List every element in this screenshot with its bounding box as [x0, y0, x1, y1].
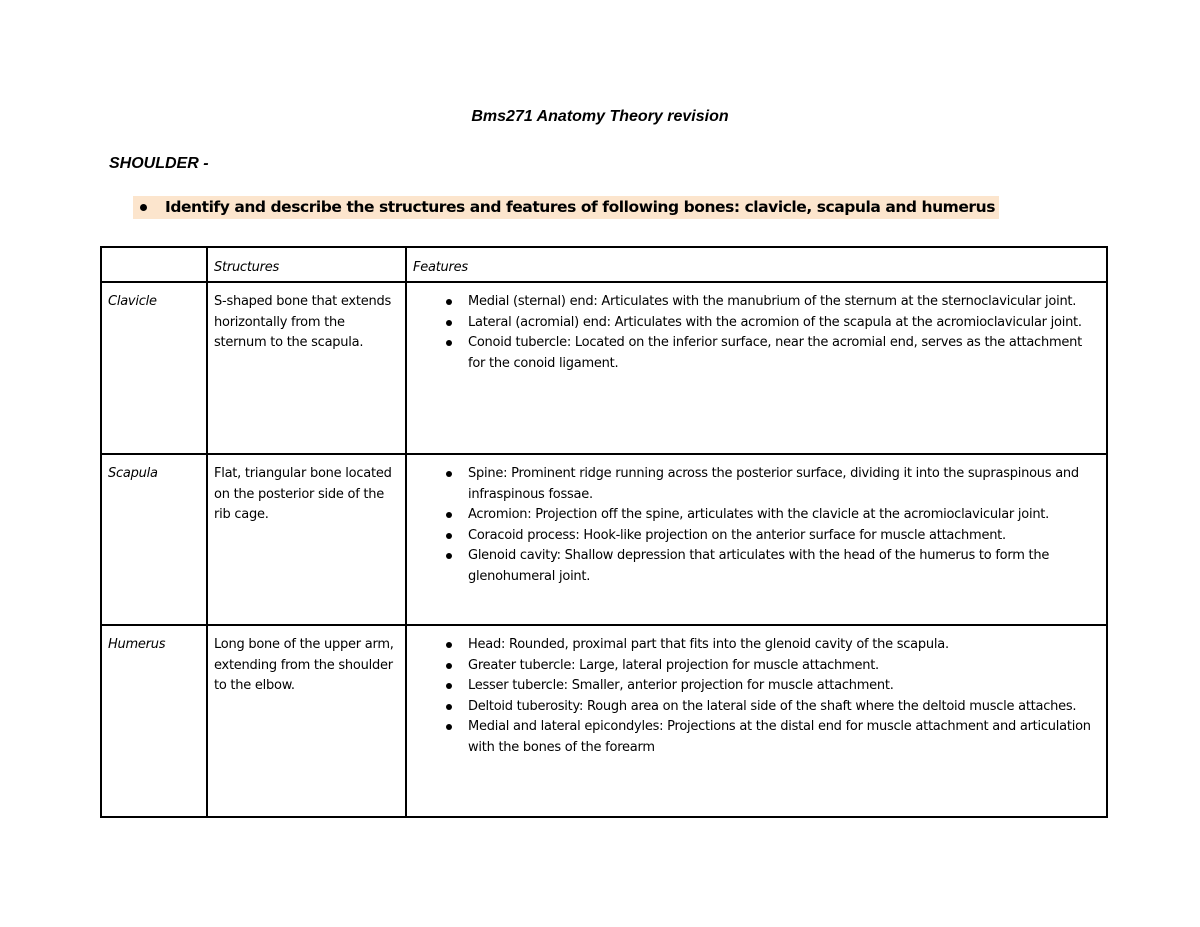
bone-name-humerus: Humerus — [101, 625, 207, 817]
table-row-clavicle — [101, 282, 1107, 454]
feature-item: Head: Rounded, proximal part that fits into the glenoid cavity of the scapula. — [468, 635, 1100, 656]
bullet-icon — [140, 204, 147, 211]
objective-highlight — [133, 196, 999, 219]
feature-item: Lesser tubercle: Smaller, anterior projection for muscle attachment. — [468, 676, 1100, 697]
feature-item: Spine: Prominent ridge running across the posterior surface, dividing it into the supraspinous and infraspinous fossae. — [468, 464, 1100, 505]
bones-table — [100, 246, 1108, 818]
document-title: Bms271 Anatomy Theory revision — [471, 108, 729, 125]
features-scapula — [406, 454, 1107, 625]
table-row-scapula — [101, 454, 1107, 625]
feature-item: Medial (sternal) end: Articulates with the manubrium of the sternum at the sternoclavicular joint. — [468, 292, 1100, 313]
feature-item: Glenoid cavity: Shallow depression that articulates with the head of the humerus to form the glenohumeral joint. — [468, 546, 1100, 587]
structure-scapula: Flat, triangular bone located on the posterior side of the rib cage. — [207, 454, 406, 625]
features-clavicle — [406, 282, 1107, 454]
structure-clavicle: S-shaped bone that extends horizontally from the sternum to the scapula. — [207, 282, 406, 454]
feature-item: Coracoid process: Hook-like projection on the anterior surface for muscle attachment. — [468, 526, 1100, 547]
section-heading: SHOULDER - — [109, 155, 209, 172]
features-humerus — [406, 625, 1107, 817]
header-features: Features — [406, 247, 1107, 282]
header-structures: Structures — [207, 247, 406, 282]
table-row-humerus — [101, 625, 1107, 817]
features-list-clavicle — [413, 292, 1100, 374]
feature-item: Conoid tubercle: Located on the inferior surface, near the acromial end, serves as the attachment for the conoid ligament. — [468, 333, 1100, 374]
feature-item: Deltoid tuberosity: Rough area on the lateral side of the shaft where the deltoid muscle attaches. — [468, 697, 1100, 718]
structure-humerus: Long bone of the upper arm, extending from the shoulder to the elbow. — [207, 625, 406, 817]
feature-item: Medial and lateral epicondyles: Projections at the distal end for muscle attachment and articulation with the bones of the forearm — [468, 717, 1100, 758]
feature-item: Lateral (acromial) end: Articulates with the acromion of the scapula at the acromioclavicular joint. — [468, 313, 1100, 334]
bone-name-clavicle: Clavicle — [101, 282, 207, 454]
objective-text: Identify and describe the structures and features of following bones: clavicle, scapula and humerus — [165, 198, 995, 216]
table-header-row — [101, 247, 1107, 282]
features-list-humerus — [413, 635, 1100, 758]
header-empty-cell — [101, 247, 207, 282]
bone-name-scapula: Scapula — [101, 454, 207, 625]
feature-item: Acromion: Projection off the spine, articulates with the clavicle at the acromioclavicular joint. — [468, 505, 1100, 526]
feature-item: Greater tubercle: Large, lateral projection for muscle attachment. — [468, 656, 1100, 677]
features-list-scapula — [413, 464, 1100, 587]
